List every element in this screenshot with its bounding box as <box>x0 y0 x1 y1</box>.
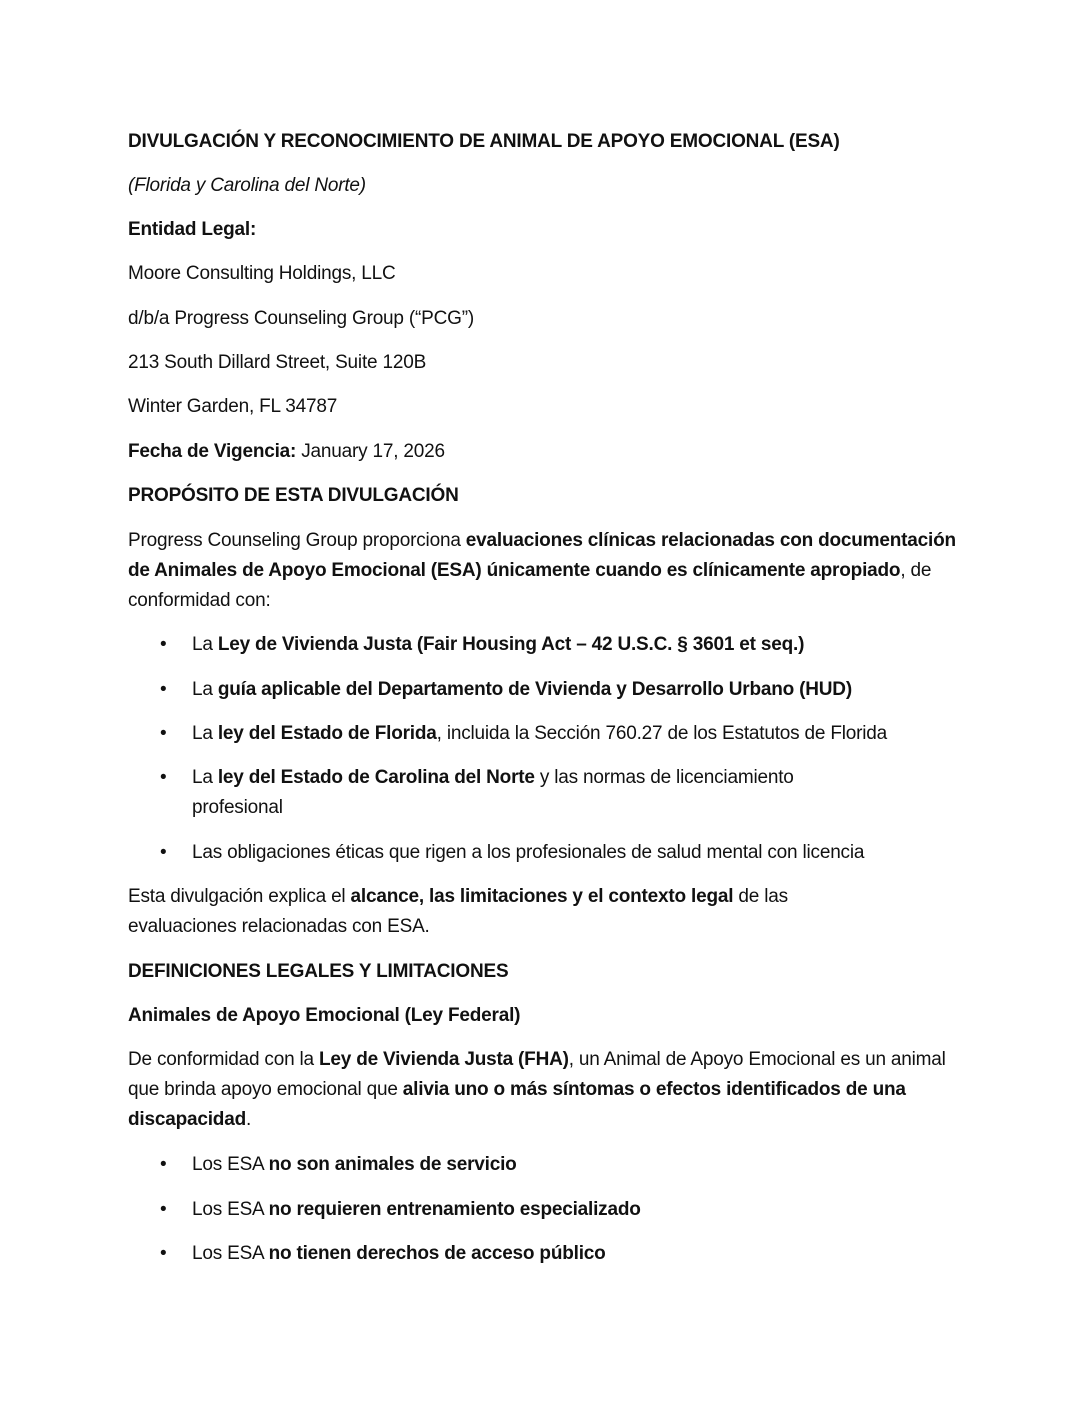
purpose-bullet <box>128 630 958 660</box>
document-title: DIVULGACIÓN Y RECONOCIMIENTO DE ANIMAL DE APOYO EMOCIONAL (ESA) <box>128 131 840 152</box>
bullet-icon: • <box>160 842 167 863</box>
bullet-icon: • <box>160 1199 167 1220</box>
bullet-bold: ley del Estado de Carolina del Norte <box>217 767 535 788</box>
bullet-bold: no requieren entrenamiento especializado <box>268 1199 641 1220</box>
purpose-intro-bold: evaluaciones clínicas relacionadas con documentación de Animales de Apoyo Emocional (ESA) únicamente cuando es clínicamente apropiado <box>128 530 956 581</box>
effective-date <box>128 437 445 467</box>
purpose-intro-end: , de conformidad con: <box>128 560 932 611</box>
definitions-text: De conformidad con la <box>128 1049 319 1070</box>
purpose-bullet <box>128 838 958 868</box>
purpose-bullet <box>128 719 958 749</box>
bullet-text: Los ESA <box>192 1199 269 1220</box>
bullet-icon: • <box>160 767 167 788</box>
definitions-subheading: Animales de Apoyo Emocional (Ley Federal) <box>128 1005 521 1026</box>
effective-date-label: Fecha de Vigencia: <box>128 441 297 462</box>
bullet-bold: no son animales de servicio <box>268 1154 517 1175</box>
entity-city: Winter Garden, FL 34787 <box>128 396 338 417</box>
bullet-bold: Ley de Vivienda Justa (Fair Housing Act – 42 U.S.C. § 3601 et seq.) <box>217 634 805 655</box>
esa-bullet <box>128 1150 958 1180</box>
bullet-bold: no tienen derechos de acceso público <box>268 1243 606 1264</box>
bullet-icon: • <box>160 634 167 655</box>
esa-bullet <box>128 1239 958 1269</box>
entity-dba: d/b/a Progress Counseling Group (“PCG”) <box>128 308 474 329</box>
purpose-bullet <box>128 763 888 823</box>
bullet-text: Los ESA <box>192 1154 269 1175</box>
definitions-bold-fha: Ley de Vivienda Justa (FHA) <box>318 1049 569 1070</box>
entity-name: Moore Consulting Holdings, LLC <box>128 263 396 284</box>
bullet-text: La <box>192 634 218 655</box>
purpose-closing <box>128 882 868 942</box>
definitions-text-end: . <box>245 1109 252 1130</box>
purpose-bullet <box>128 675 958 705</box>
purpose-intro-text: Progress Counseling Group proporciona <box>128 530 466 551</box>
definitions-paragraph <box>128 1045 958 1135</box>
legal-entity-label: Entidad Legal: <box>128 219 257 240</box>
purpose-intro <box>128 526 958 616</box>
bullet-icon: • <box>160 723 167 744</box>
bullet-icon: • <box>160 1243 167 1264</box>
definitions-text-mid: , un Animal de Apoyo Emocional es un animal que brinda apoyo emocional que <box>128 1049 946 1100</box>
bullet-text: Los ESA <box>192 1243 269 1264</box>
bullet-text: La <box>192 679 218 700</box>
bullet-text: Las obligaciones éticas que rigen a los profesionales de salud mental con licencia <box>192 842 865 863</box>
definitions-bold-relief: alivia uno o más síntomas o efectos identificados de una discapacidad <box>128 1079 906 1130</box>
bullet-text-end: , incluida la Sección 760.27 de los Estatutos de Florida <box>436 723 888 744</box>
bullet-text-end: y las normas de licenciamiento profesional <box>192 767 794 818</box>
bullet-bold: guía aplicable del Departamento de Vivienda y Desarrollo Urbano (HUD) <box>217 679 852 700</box>
closing-text-end: de las evaluaciones relacionadas con ESA. <box>128 886 788 937</box>
bullet-bold: ley del Estado de Florida <box>217 723 437 744</box>
bullet-icon: • <box>160 1154 167 1175</box>
bullet-text: La <box>192 723 218 744</box>
closing-text: Esta divulgación explica el <box>128 886 351 907</box>
document-subtitle: (Florida y Carolina del Norte) <box>128 175 366 196</box>
bullet-text: La <box>192 767 218 788</box>
bullet-icon: • <box>160 679 167 700</box>
closing-bold: alcance, las limitaciones y el contexto legal <box>350 886 734 907</box>
definitions-heading: DEFINICIONES LEGALES Y LIMITACIONES <box>128 961 509 982</box>
entity-street: 213 South Dillard Street, Suite 120B <box>128 352 427 373</box>
purpose-heading: PROPÓSITO DE ESTA DIVULGACIÓN <box>128 485 459 506</box>
esa-bullet <box>128 1195 958 1225</box>
effective-date-value: January 17, 2026 <box>296 441 445 462</box>
